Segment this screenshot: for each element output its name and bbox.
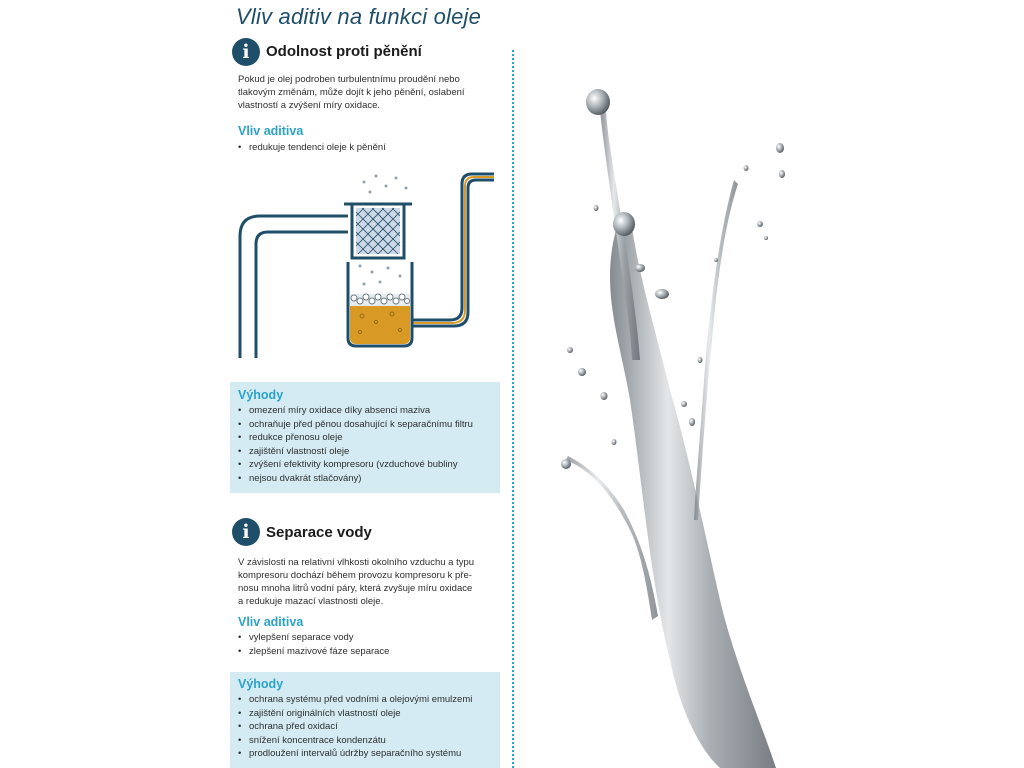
list-item: • ochrana systému před vodními a olejovými emulzemi bbox=[238, 693, 496, 707]
dotted-divider bbox=[512, 50, 514, 768]
benefits-heading: Výhody bbox=[238, 677, 284, 691]
oil-level bbox=[350, 304, 410, 344]
list-item: • vylepšení separace vody bbox=[238, 631, 508, 645]
list-item: • snížení koncentrace kondenzátu bbox=[238, 734, 496, 748]
info-icon: i bbox=[232, 38, 260, 66]
list-item-continued: • nejsou dvakrát stlačovány) bbox=[238, 472, 496, 486]
filter-mesh bbox=[356, 208, 400, 254]
list-item: • prodloužení intervalů údržby separačního systému bbox=[238, 747, 496, 761]
additive-heading: Vliv aditiva bbox=[238, 124, 304, 138]
section-title-water: Separace vody bbox=[266, 524, 372, 541]
list-item: • redukuje tendenci oleje k pěnění bbox=[238, 141, 508, 155]
additive-list bbox=[238, 631, 508, 658]
inlet-pipe-inner bbox=[256, 232, 348, 358]
description-line: kompresoru dochází během provozu kompresoru k pře- bbox=[238, 570, 472, 581]
list-item: • ochraňuje před pěnou dosahující k separačnímu filtru bbox=[238, 418, 496, 432]
list-item: • omezení míry oxidace díky absenci maziva bbox=[238, 404, 496, 418]
list-item: • zajištění originálních vlastností oleje bbox=[238, 707, 496, 721]
list-item: • zlepšení mazivové fáze separace bbox=[238, 645, 508, 659]
description-line: V závislosti na relativní vlhkosti okolního vzduchu a typu bbox=[238, 557, 475, 568]
list-item: • zajištění vlastností oleje bbox=[238, 445, 496, 459]
liquid-splash-illustration bbox=[520, 60, 798, 768]
foam-separator-diagram bbox=[236, 170, 506, 370]
description-line: tlakovým změnám, může dojít k jeho pěnění, oslabení bbox=[238, 87, 465, 98]
description-line: Pokud je olej podroben turbulentnímu proudění nebo bbox=[238, 74, 460, 85]
outlet-oil-line bbox=[412, 177, 494, 323]
benefits-heading: Výhody bbox=[238, 388, 284, 402]
splash-column bbox=[610, 228, 776, 768]
description-line: a redukuje mazací vlastnosti oleje. bbox=[238, 596, 384, 607]
section-description-foam bbox=[238, 73, 508, 112]
section-title-foam: Odolnost proti pěnění bbox=[266, 43, 422, 60]
list-item: • ochrana před oxidací bbox=[238, 720, 496, 734]
outlet-pipe-inner bbox=[412, 180, 494, 326]
description-line: nosu mnoha litrů vodní páry, která zvyšuje míru oxidace bbox=[238, 583, 473, 594]
list-item: • zvýšení efektivity kompresoru (vzduchové bubliny bbox=[238, 458, 496, 472]
benefits-list bbox=[238, 404, 496, 485]
page-title: Vliv aditiv na funkci oleje bbox=[236, 4, 482, 29]
outlet-pipe-outer bbox=[412, 174, 494, 320]
description-line: vlastností a zvýšení míry oxidace. bbox=[238, 100, 381, 111]
splash-stream-right bbox=[694, 180, 738, 520]
info-icon: i bbox=[232, 518, 260, 546]
list-item: • redukce přenosu oleje bbox=[238, 431, 496, 445]
benefits-list bbox=[238, 693, 496, 761]
section-description-water bbox=[238, 556, 508, 608]
additive-heading: Vliv aditiva bbox=[238, 615, 304, 629]
additive-list bbox=[238, 141, 508, 155]
